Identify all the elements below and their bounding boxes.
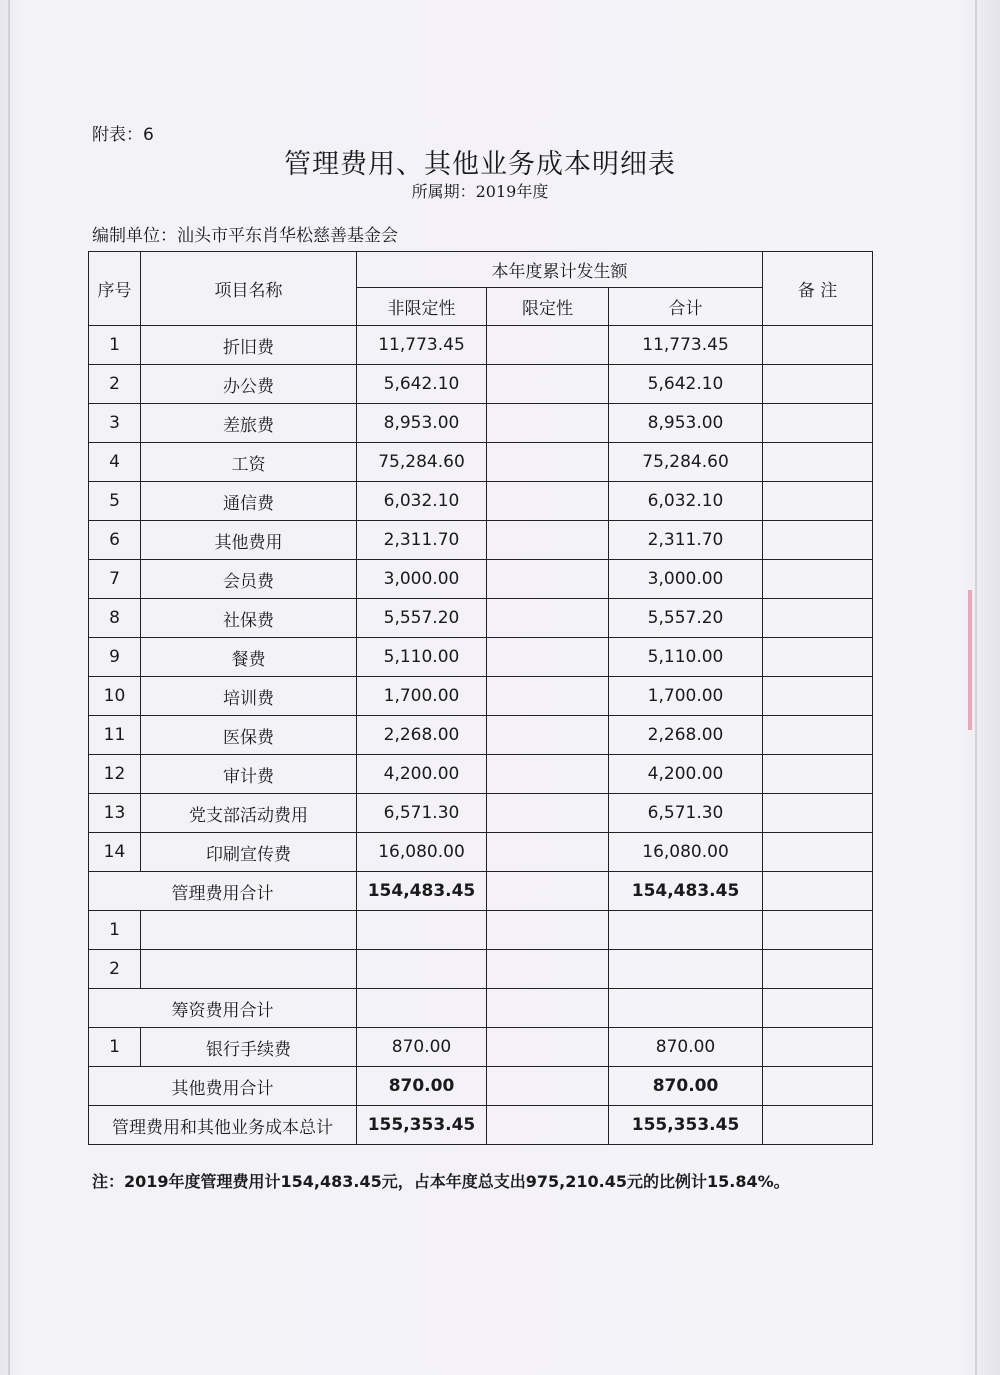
row-remark <box>763 950 873 989</box>
row-remark <box>763 404 873 443</box>
row-item-name: 医保费 <box>141 716 357 755</box>
table-row <box>89 599 873 638</box>
other-total-restricted <box>487 1067 609 1106</box>
row-restricted <box>487 404 609 443</box>
row-unrestricted: 2,311.70 <box>357 521 487 560</box>
row-restricted <box>487 560 609 599</box>
row-total: 2,311.70 <box>609 521 763 560</box>
header-item-name: 项目名称 <box>141 252 357 326</box>
row-remark <box>763 911 873 950</box>
grand-total-restricted <box>487 1106 609 1145</box>
row-restricted <box>487 443 609 482</box>
row-total: 5,642.10 <box>609 365 763 404</box>
page-edge-right <box>975 0 977 1375</box>
row-unrestricted: 2,268.00 <box>357 716 487 755</box>
row-restricted <box>487 599 609 638</box>
header-remark: 备 注 <box>763 252 873 326</box>
row-seq: 7 <box>89 560 141 599</box>
financing-total-unrestricted <box>357 989 487 1028</box>
row-seq: 12 <box>89 755 141 794</box>
footnote: 注：2019年度管理费用计154,483.45元，占本年度总支出975,210.45元的比例计15.84%。 <box>92 1172 790 1191</box>
row-seq: 13 <box>89 794 141 833</box>
row-seq: 4 <box>89 443 141 482</box>
row-seq: 1 <box>89 326 141 365</box>
header-restricted: 限定性 <box>487 288 609 326</box>
row-item-name: 差旅费 <box>141 404 357 443</box>
row-total: 4,200.00 <box>609 755 763 794</box>
row-seq: 1 <box>89 1028 141 1067</box>
row-unrestricted: 75,284.60 <box>357 443 487 482</box>
row-unrestricted <box>357 950 487 989</box>
row-total: 5,557.20 <box>609 599 763 638</box>
other-total-unrestricted: 870.00 <box>357 1067 487 1106</box>
row-remark <box>763 716 873 755</box>
row-item-name <box>141 911 357 950</box>
row-unrestricted: 8,953.00 <box>357 404 487 443</box>
row-unrestricted: 3,000.00 <box>357 560 487 599</box>
row-remark <box>763 521 873 560</box>
row-total: 3,000.00 <box>609 560 763 599</box>
row-item-name: 会员费 <box>141 560 357 599</box>
row-total: 870.00 <box>609 1028 763 1067</box>
red-stamp-mark <box>968 590 972 730</box>
other-total-remark <box>763 1067 873 1106</box>
header-annual-amount: 本年度累计发生额 <box>357 252 763 288</box>
table-row <box>89 638 873 677</box>
row-restricted <box>487 716 609 755</box>
grand-total-label: 管理费用和其他业务成本总计 <box>89 1106 357 1145</box>
row-item-name: 工资 <box>141 443 357 482</box>
row-remark <box>763 755 873 794</box>
row-item-name: 审计费 <box>141 755 357 794</box>
admin-total-unrestricted: 154,483.45 <box>357 872 487 911</box>
row-restricted <box>487 521 609 560</box>
table-row <box>89 521 873 560</box>
row-total <box>609 911 763 950</box>
table-row <box>89 677 873 716</box>
page-title: 管理费用、其他业务成本明细表 <box>284 149 676 180</box>
other-total-label: 其他费用合计 <box>89 1067 357 1106</box>
row-remark <box>763 482 873 521</box>
table-row <box>89 404 873 443</box>
row-restricted <box>487 755 609 794</box>
row-restricted <box>487 326 609 365</box>
row-remark <box>763 1028 873 1067</box>
admin-total-total: 154,483.45 <box>609 872 763 911</box>
table-row <box>89 443 873 482</box>
row-remark <box>763 638 873 677</box>
row-unrestricted: 5,642.10 <box>357 365 487 404</box>
row-item-name: 印刷宣传费 <box>141 833 357 872</box>
header-total: 合计 <box>609 288 763 326</box>
financing-total-remark <box>763 989 873 1028</box>
table-row <box>89 716 873 755</box>
row-item-name: 通信费 <box>141 482 357 521</box>
financing-total-restricted <box>487 989 609 1028</box>
row-unrestricted: 16,080.00 <box>357 833 487 872</box>
row-restricted <box>487 1028 609 1067</box>
row-unrestricted: 6,032.10 <box>357 482 487 521</box>
row-seq: 2 <box>89 365 141 404</box>
table-row <box>89 560 873 599</box>
admin-total-restricted <box>487 872 609 911</box>
financing-total-label: 筹资费用合计 <box>89 989 357 1028</box>
financing-row <box>89 950 873 989</box>
row-remark <box>763 443 873 482</box>
table-row <box>89 833 873 872</box>
row-remark <box>763 677 873 716</box>
row-seq: 11 <box>89 716 141 755</box>
table-row <box>89 482 873 521</box>
row-total: 11,773.45 <box>609 326 763 365</box>
financing-total-total <box>609 989 763 1028</box>
table-row <box>89 755 873 794</box>
row-seq: 10 <box>89 677 141 716</box>
row-item-name <box>141 950 357 989</box>
header-seq: 序号 <box>89 252 141 326</box>
row-restricted <box>487 482 609 521</box>
row-seq: 5 <box>89 482 141 521</box>
row-seq: 1 <box>89 911 141 950</box>
row-seq: 2 <box>89 950 141 989</box>
admin-total-label: 管理费用合计 <box>89 872 357 911</box>
grand-total-remark <box>763 1106 873 1145</box>
expense-table <box>88 251 873 1145</box>
row-unrestricted: 5,110.00 <box>357 638 487 677</box>
row-unrestricted: 5,557.20 <box>357 599 487 638</box>
row-remark <box>763 794 873 833</box>
row-item-name: 其他费用 <box>141 521 357 560</box>
row-seq: 9 <box>89 638 141 677</box>
row-item-name: 餐费 <box>141 638 357 677</box>
financing-total-row <box>89 989 873 1028</box>
row-remark <box>763 326 873 365</box>
other-row <box>89 1028 873 1067</box>
row-remark <box>763 599 873 638</box>
table-row <box>89 365 873 404</box>
admin-total-row <box>89 872 873 911</box>
row-item-name: 党支部活动费用 <box>141 794 357 833</box>
row-restricted <box>487 638 609 677</box>
row-total: 6,571.30 <box>609 794 763 833</box>
row-restricted <box>487 365 609 404</box>
row-seq: 3 <box>89 404 141 443</box>
header-row-1 <box>89 252 873 288</box>
grand-total-row <box>89 1106 873 1145</box>
row-total: 5,110.00 <box>609 638 763 677</box>
preparer-unit: 编制单位：汕头市平东肖华松慈善基金会 <box>92 226 398 246</box>
row-unrestricted: 1,700.00 <box>357 677 487 716</box>
row-unrestricted: 4,200.00 <box>357 755 487 794</box>
row-total <box>609 950 763 989</box>
page-edge-left <box>8 0 10 1375</box>
row-total: 2,268.00 <box>609 716 763 755</box>
row-restricted <box>487 911 609 950</box>
financing-row <box>89 911 873 950</box>
row-unrestricted <box>357 911 487 950</box>
row-unrestricted: 6,571.30 <box>357 794 487 833</box>
row-unrestricted: 11,773.45 <box>357 326 487 365</box>
row-unrestricted: 870.00 <box>357 1028 487 1067</box>
attachment-label: 附表：6 <box>92 125 154 145</box>
row-total: 6,032.10 <box>609 482 763 521</box>
table-row <box>89 794 873 833</box>
row-item-name: 社保费 <box>141 599 357 638</box>
other-total-row <box>89 1067 873 1106</box>
row-remark <box>763 560 873 599</box>
grand-total-unrestricted: 155,353.45 <box>357 1106 487 1145</box>
row-item-name: 办公费 <box>141 365 357 404</box>
row-seq: 6 <box>89 521 141 560</box>
other-total-total: 870.00 <box>609 1067 763 1106</box>
row-restricted <box>487 794 609 833</box>
row-remark <box>763 833 873 872</box>
admin-expense-rows <box>89 326 873 872</box>
row-total: 8,953.00 <box>609 404 763 443</box>
table-row <box>89 326 873 365</box>
row-restricted <box>487 833 609 872</box>
row-item-name: 折旧费 <box>141 326 357 365</box>
grand-total-total: 155,353.45 <box>609 1106 763 1145</box>
period-label: 所属期：2019年度 <box>411 182 549 201</box>
row-seq: 8 <box>89 599 141 638</box>
row-total: 75,284.60 <box>609 443 763 482</box>
row-seq: 14 <box>89 833 141 872</box>
row-restricted <box>487 950 609 989</box>
header-unrestricted: 非限定性 <box>357 288 487 326</box>
row-total: 1,700.00 <box>609 677 763 716</box>
row-restricted <box>487 677 609 716</box>
row-remark <box>763 365 873 404</box>
row-total: 16,080.00 <box>609 833 763 872</box>
row-item-name: 银行手续费 <box>141 1028 357 1067</box>
row-item-name: 培训费 <box>141 677 357 716</box>
admin-total-remark <box>763 872 873 911</box>
